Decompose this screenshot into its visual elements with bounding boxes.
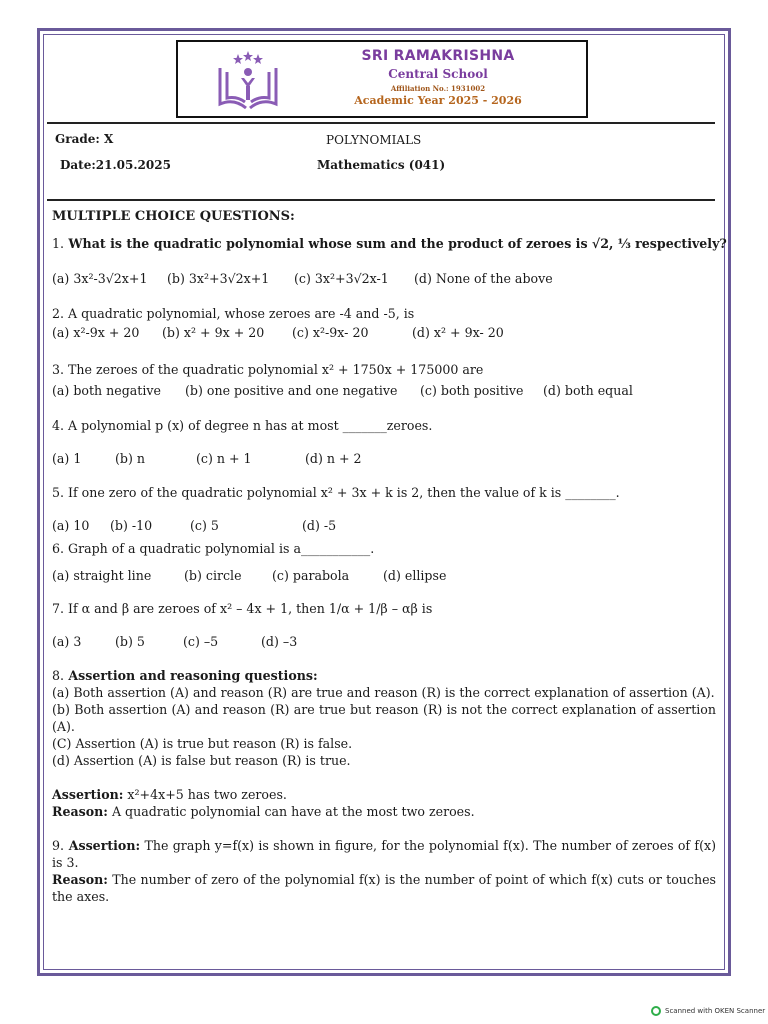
q9-reason-text: The number of zero of the polynomial f(x) is the number of point of which f(x) cuts or touches the axes. [52, 872, 716, 904]
q6-option-d: (d) ellipse [383, 568, 447, 583]
academic-year: Academic Year 2025 - 2026 [354, 94, 522, 107]
q9-number: 9. [52, 838, 65, 853]
topic-label: POLYNOMIALS [326, 133, 422, 147]
date-label: Date:21.05.2025 [60, 158, 171, 172]
question-8 [52, 667, 716, 684]
q8-number: 8. [52, 668, 65, 683]
q4-option-a: (a) 1 [52, 451, 82, 466]
divider-top [47, 122, 715, 124]
q8-option-d: (d) Assertion (A) is false but reason (R) is true. [52, 753, 351, 768]
scanner-logo-icon [651, 1006, 661, 1016]
q9-assertion [52, 837, 716, 871]
grade-label: Grade: X [55, 132, 114, 146]
q8-assertion [52, 786, 716, 803]
school-emblem-icon [214, 50, 282, 114]
q9-assertion-label: Assertion: [64, 838, 141, 853]
q3-option-c: (c) both positive [420, 383, 524, 398]
q7-option-b: (b) 5 [115, 634, 145, 649]
q4-option-d: (d) n + 2 [305, 451, 362, 466]
q3-option-b: (b) one positive and one negative [185, 383, 398, 398]
q9-reason-label: Reason: [52, 872, 108, 887]
q2-option-c: (c) x²-9x- 20 [292, 325, 369, 340]
q8-reason [52, 803, 716, 820]
q1-options [52, 270, 716, 287]
q1-option-d: (d) None of the above [414, 271, 553, 286]
question-6: 6. Graph of a quadratic polynomial is a___________. [52, 541, 375, 556]
q7-options [52, 633, 716, 650]
q7-option-a: (a) 3 [52, 634, 82, 649]
question-4: 4. A polynomial p (x) of degree n has at most _______zeroes. [52, 418, 433, 433]
school-subtitle: Central School [388, 67, 488, 81]
q8-reason-text: A quadratic polynomial can have at the most two zeroes. [107, 804, 475, 819]
q8-option-a: (a) Both assertion (A) and reason (R) are true and reason (R) is the correct explanation of assertion (A). [52, 685, 715, 700]
worksheet-content [52, 208, 727, 905]
question-1 [52, 235, 727, 252]
q6-option-a: (a) straight line [52, 568, 152, 583]
question-2: 2. A quadratic polynomial, whose zeroes are -4 and -5, is [52, 306, 415, 321]
q5-option-b: (b) -10 [110, 518, 153, 533]
q8-title: Assertion and reasoning questions: [64, 668, 318, 683]
q5-option-d: (d) -5 [302, 518, 337, 533]
q8-option-b: (b) Both assertion (A) and reason (R) are true but reason (R) is not the correct explanation of assertion (A). [52, 702, 716, 734]
school-header [176, 40, 588, 118]
q2-option-a: (a) x²-9x + 20 [52, 325, 140, 340]
q4-options [52, 450, 716, 467]
question-5: 5. If one zero of the quadratic polynomial x² + 3x + k is 2, then the value of k is ________. [52, 485, 620, 500]
q3-option-a: (a) both negative [52, 383, 161, 398]
q5-option-c: (c) 5 [190, 518, 219, 533]
q8-assertion-text: x²+4x+5 has two zeroes. [123, 787, 287, 802]
q6-option-b: (b) circle [184, 568, 242, 583]
question-7: 7. If α and β are zeroes of x² – 4x + 1, then 1/α + 1/β – αβ is [52, 601, 433, 616]
q8-option-c: (C) Assertion (A) is true but reason (R) is false. [52, 736, 353, 751]
question-3: 3. The zeroes of the quadratic polynomial x² + 1750x + 175000 are [52, 362, 484, 377]
q2-option-b: (b) x² + 9x + 20 [162, 325, 265, 340]
q1-option-a: (a) 3x²-3√2x+1 [52, 271, 148, 286]
q9-reason [52, 871, 716, 905]
subject-label: Mathematics (041) [317, 158, 446, 172]
scanner-text: Scanned with OKEN Scanner [665, 1007, 766, 1015]
q1-number: 1. [52, 236, 65, 251]
q3-options [52, 382, 716, 399]
q1-option-c: (c) 3x²+3√2x-1 [294, 271, 389, 286]
school-name: SRI RAMAKRISHNA [361, 48, 515, 64]
q5-option-a: (a) 10 [52, 518, 90, 533]
divider-meta [47, 199, 715, 201]
q9-assertion-text: The graph y=f(x) is shown in figure, for the polynomial f(x). The number of zeroes of f(x) is 3. [52, 838, 716, 870]
q8-assertion-label: Assertion: [52, 787, 124, 802]
section-title: MULTIPLE CHOICE QUESTIONS: [52, 209, 295, 224]
q6-options [52, 567, 716, 584]
q1-text: What is the quadratic polynomial whose sum and the product of zeroes is √2, ⅓ respectively? [64, 236, 727, 251]
q5-options [52, 517, 716, 534]
q6-option-c: (c) parabola [272, 568, 350, 583]
q4-option-c: (c) n + 1 [196, 451, 252, 466]
scanner-watermark [651, 1006, 765, 1016]
q1-option-b: (b) 3x²+3√2x+1 [167, 271, 270, 286]
q3-option-d: (d) both equal [543, 383, 633, 398]
q7-option-d: (d) –3 [261, 634, 298, 649]
school-affiliation: Affiliation No.: 1931002 [390, 84, 486, 93]
q4-option-b: (b) n [115, 451, 146, 466]
q2-options [52, 324, 716, 341]
q8-reason-label: Reason: [52, 804, 108, 819]
q2-option-d: (d) x² + 9x- 20 [412, 325, 504, 340]
q7-option-c: (c) –5 [183, 634, 219, 649]
